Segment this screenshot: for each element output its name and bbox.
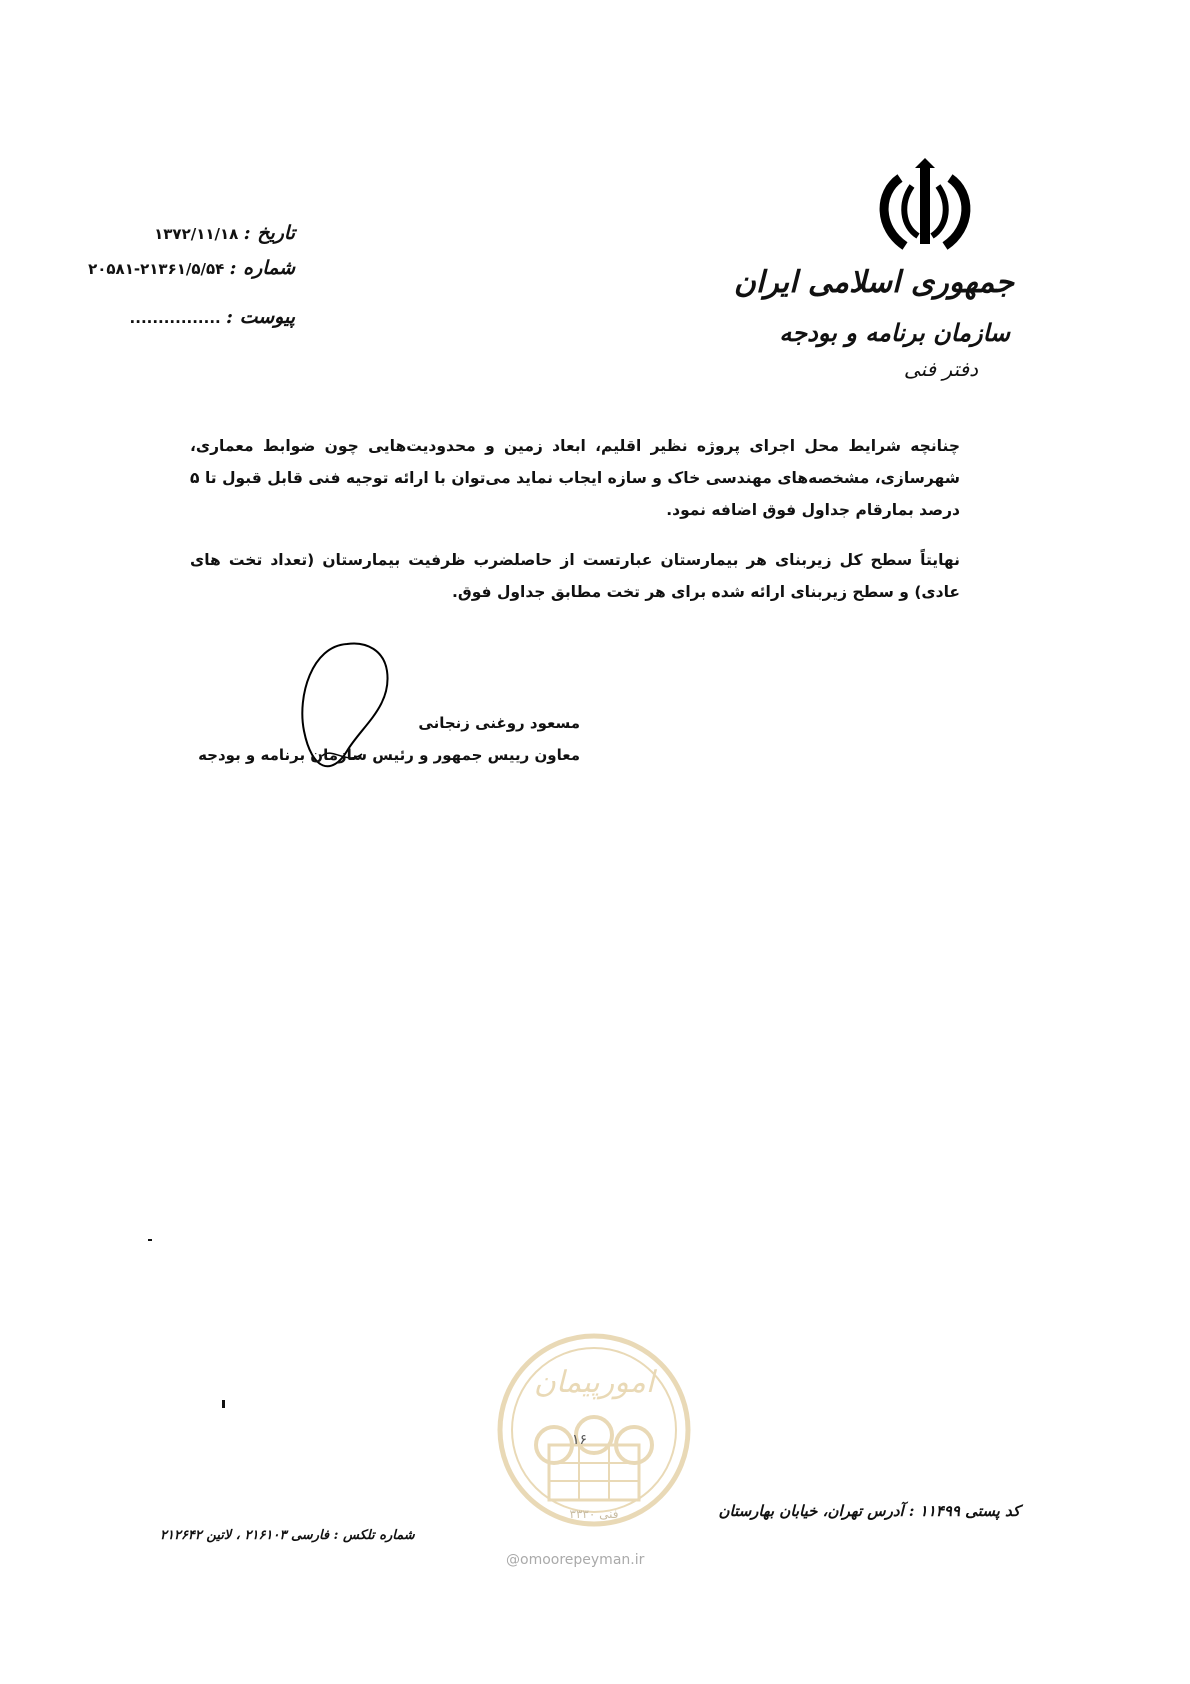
- signer-title: معاون رییس جمهور و رئیس سازمان برنامه و بودجه: [198, 746, 580, 764]
- emblem-icon: [870, 158, 980, 258]
- attachment-line: [70, 306, 295, 328]
- watermark-text: @omoorepeyman.ir: [506, 1552, 645, 1568]
- scan-speck: [148, 1239, 152, 1241]
- attachment-label: پیوست :: [225, 306, 295, 328]
- number-line: [70, 257, 295, 279]
- date-value: ۱۳۷۲/۱۱/۱۸: [154, 225, 239, 243]
- iran-emblem-logo: [870, 158, 980, 258]
- body-paragraph-2: نهایتاً سطح کل زیربنای هر بیمارستان عبارتست از حاصلضرب ظرفیت بیمارستان (تعداد تخت های عادی) و سطح زیربنای ارائه شده برای هر تخت مطابق جداول فوق.: [190, 551, 960, 601]
- seal-text: امورپیمان: [533, 1365, 655, 1400]
- organization-name: سازمان برنامه و بودجه: [779, 318, 1010, 347]
- date-line: [70, 222, 295, 244]
- footer-address: کد پستی ۱۱۴۹۹ : آدرس تهران، خیابان بهارستان: [718, 1502, 1020, 1520]
- number-value: ۲۱۳۶۱/۵/۵۴-۲۰۵۸۱: [88, 260, 225, 278]
- seal-sub-label: فنی ۳۳۳۰: [569, 1507, 619, 1521]
- date-label: تاریخ :: [243, 222, 295, 244]
- footer-telex: شماره تلکس : فارسی ۲۱۶۱۰۳ ، لاتین ۲۱۲۶۴۲: [160, 1528, 415, 1543]
- signer-name: مسعود روغنی زنجانی: [418, 714, 580, 732]
- scan-speck: [222, 1400, 225, 1408]
- organization-seal: [494, 1330, 694, 1530]
- number-label: شماره :: [229, 257, 295, 279]
- page-number: ۱۶: [572, 1432, 588, 1448]
- office-name: دفتر فنی: [903, 357, 978, 381]
- body-paragraph-1: چنانچه شرایط محل اجرای پروژه نظیر اقلیم، ابعاد زمین و محدودیت‌هایی چون ضوابط معماری، شهرسازی، مشخصه‌های مهندسی خاک و سازه ایجاب نماید می‌توان با ارائه توجیه فنی قابل قبول تا ۵ درصد بمارقام جداول فوق اضافه نمود.: [190, 437, 960, 519]
- republic-title: جمهوری اسلامی ایران: [733, 265, 1014, 300]
- attachment-value: ................: [129, 309, 221, 327]
